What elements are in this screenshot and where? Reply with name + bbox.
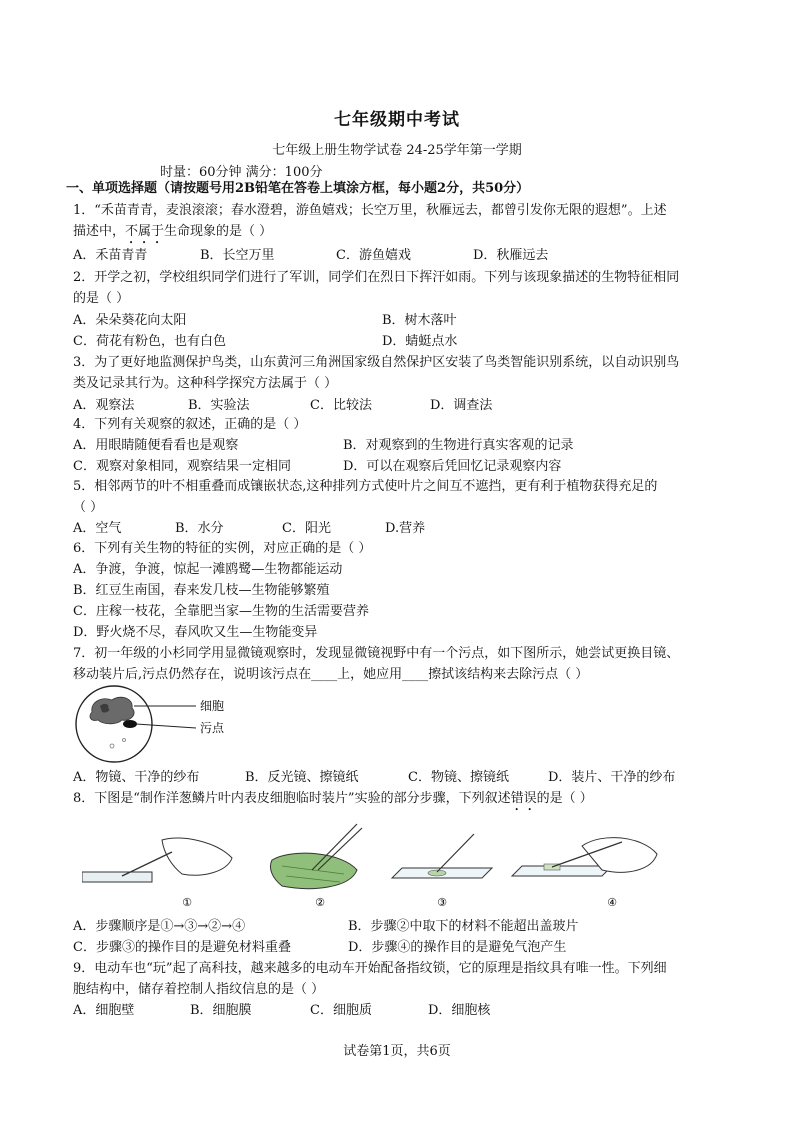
- spot-label: 污点: [200, 721, 225, 735]
- q1-stem-part: 描述中，: [73, 224, 126, 239]
- q4-option-a: A．用眼睛随便看看也是观察: [73, 438, 239, 453]
- page-title: 七年级期中考试: [334, 110, 460, 130]
- q5-stem-line2: （ ）: [73, 500, 104, 515]
- q3-stem-line2: 类及记录其行为。这种科学探究方法属于（ ）: [73, 376, 338, 391]
- q4-option-c: C．观察对象相同，观察结果一定相同: [73, 459, 291, 474]
- step1-illustration: [82, 838, 232, 882]
- q8-stem-part: 的是（ ）: [536, 791, 593, 806]
- cell-cluster: [90, 697, 134, 724]
- q2-option-b: B．树木落叶: [382, 313, 457, 328]
- q7-option-b: B．反光镜、擦镜纸: [245, 770, 359, 785]
- step1-label: ①: [182, 896, 192, 909]
- q1-stem-line2: [73, 222, 272, 247]
- q3-option-b: B．实验法: [188, 398, 250, 413]
- q7-stem-line1: 7．初一年级的小杉同学用显微镜观察时，发现显微镜视野中有一个污点，如下图所示，她尝试更换目镜、: [73, 646, 680, 661]
- q2-option-d: D．蜻蜓点水: [382, 334, 458, 349]
- q6-option-b: B．红豆生南国，春来发几枝—生物能够繁殖: [73, 583, 330, 598]
- q5-option-b: B．水分: [175, 521, 224, 536]
- step2-label: ②: [315, 896, 325, 909]
- q6-option-a: A．争渡，争渡，惊起一滩鸥鹭—生物都能运动: [73, 562, 343, 577]
- q1-stem-line1: 1．“禾苗青青，麦浪滚滚；春水澄碧，游鱼嬉戏；长空万里，秋雁远去，都曾引发你无限的遐想”。上述: [73, 203, 667, 218]
- q5-option-c: C．阳光: [282, 521, 331, 536]
- q4-option-d: D．可以在观察后凭回忆记录观察内容: [343, 459, 562, 474]
- q3-option-c: C．比较法: [310, 398, 372, 413]
- q8-option-b: B．步骤②中取下的材料不能超出盖玻片: [348, 919, 579, 934]
- q8-stem-part: 8．下图是“制作洋葱鳞片叶内表皮细胞临时装片”实验的部分步骤，下列叙述: [73, 791, 511, 806]
- q2-option-c: C．荷花有粉色，也有白色: [73, 334, 226, 349]
- dirt-spot: [123, 720, 137, 728]
- page-footer: 试卷第1页，共6页: [343, 1044, 451, 1059]
- step2-illustration: [270, 824, 362, 889]
- q5-option-a: A．空气: [73, 521, 122, 536]
- q7-option-c: C．物镜、擦镜纸: [408, 770, 509, 785]
- q3-option-d: D．调查法: [430, 398, 493, 413]
- step3-illustration: [392, 834, 492, 878]
- q6-option-c: C．庄稼一枝花，全靠肥当家—生物的生活需要营养: [73, 604, 369, 619]
- q8-stem-line1: [73, 789, 593, 814]
- q5-option-d: D.营养: [385, 521, 426, 536]
- step3-label: ③: [437, 896, 447, 909]
- q4-stem-line1: 4．下列有关观察的叙述，正确的是（ ）: [73, 417, 307, 432]
- q1-option-c: C．游鱼嬉戏: [336, 248, 411, 263]
- microscope-field-figure: [72, 684, 272, 764]
- page-subtitle: 七年级上册生物学试卷 24-25学年第一学期: [272, 143, 522, 158]
- step4-label: ④: [607, 896, 617, 909]
- q1-stem-part: 生命现象的是（ ）: [164, 224, 273, 239]
- cell-label: 细胞: [200, 699, 225, 713]
- q1-option-b: B．长空万里: [200, 248, 275, 263]
- q9-stem-line1: 9．电动车也“玩”起了高科技，越来越多的电动车开始配备指纹锁，它的原理是指纹具有唯一性。下列细: [73, 961, 667, 976]
- q8-emphasis: 错误: [510, 791, 537, 806]
- q7-option-a: A．物镜、干净的纱布: [73, 770, 200, 785]
- q8-option-d: D．步骤④的操作目的是避免气泡产生: [348, 940, 567, 955]
- q9-stem-line2: 胞结构中，储存着控制人指纹信息的是（ ）: [73, 982, 325, 997]
- time-info: 时量：60分钟 满分：100分: [160, 165, 323, 180]
- q3-stem-line1: 3．为了更好地监测保护鸟类，山东黄河三角洲国家级自然保护区安装了鸟类智能识别系统，以自动识别鸟: [73, 355, 680, 370]
- q7-option-d: D．装片、干净的纱布: [548, 770, 676, 785]
- q6-stem-line1: 6．下列有关生物的特征的实例，对应正确的是（ ）: [73, 541, 372, 556]
- slide-steps-figure: [82, 820, 662, 912]
- q1-emphasis: 不属于: [125, 224, 165, 239]
- q2-stem-line2: 的是（ ）: [73, 291, 130, 306]
- q3-option-a: A．观察法: [73, 398, 135, 413]
- step4-illustration: [512, 838, 657, 876]
- q9-option-c: C．细胞质: [310, 1003, 372, 1018]
- q7-stem-line2: 移动装片后,污点仍然存在，说明该污点在____上，她应用____擦拭该结构来去除污点（ ）: [73, 667, 589, 682]
- q2-option-a: A．朵朵葵花向太阳: [73, 313, 187, 328]
- q1-option-d: D．秋雁远去: [473, 248, 549, 263]
- q2-stem-line1: 2．开学之初，学校组织同学们进行了军训，同学们在烈日下挥汗如雨。下列与该现象描述的生物特征相同: [73, 270, 680, 285]
- q8-option-c: C．步骤③的操作目的是避免材料重叠: [73, 940, 291, 955]
- q9-option-a: A．细胞壁: [73, 1003, 135, 1018]
- q5-stem-line1: 5．相邻两节的叶不相重叠而成镶嵌状态,这种排列方式使叶片之间互不遮挡，更有利于植物获得充足的: [73, 479, 658, 494]
- q6-option-d: D．野火烧不尽，春风吹又生—生物能变异: [73, 625, 318, 640]
- section-heading: 一、单项选择题（请按题号用2B铅笔在答卷上填涂方框，每小题2分，共50分）: [66, 181, 530, 196]
- q4-option-b: B．对观察到的生物进行真实客观的记录: [343, 438, 574, 453]
- q9-option-d: D．细胞核: [428, 1003, 491, 1018]
- q8-option-a: A．步骤顺序是①→③→②→④: [73, 919, 246, 934]
- q9-option-b: B．细胞膜: [190, 1003, 252, 1018]
- q1-option-a: A．禾苗青青: [73, 248, 148, 263]
